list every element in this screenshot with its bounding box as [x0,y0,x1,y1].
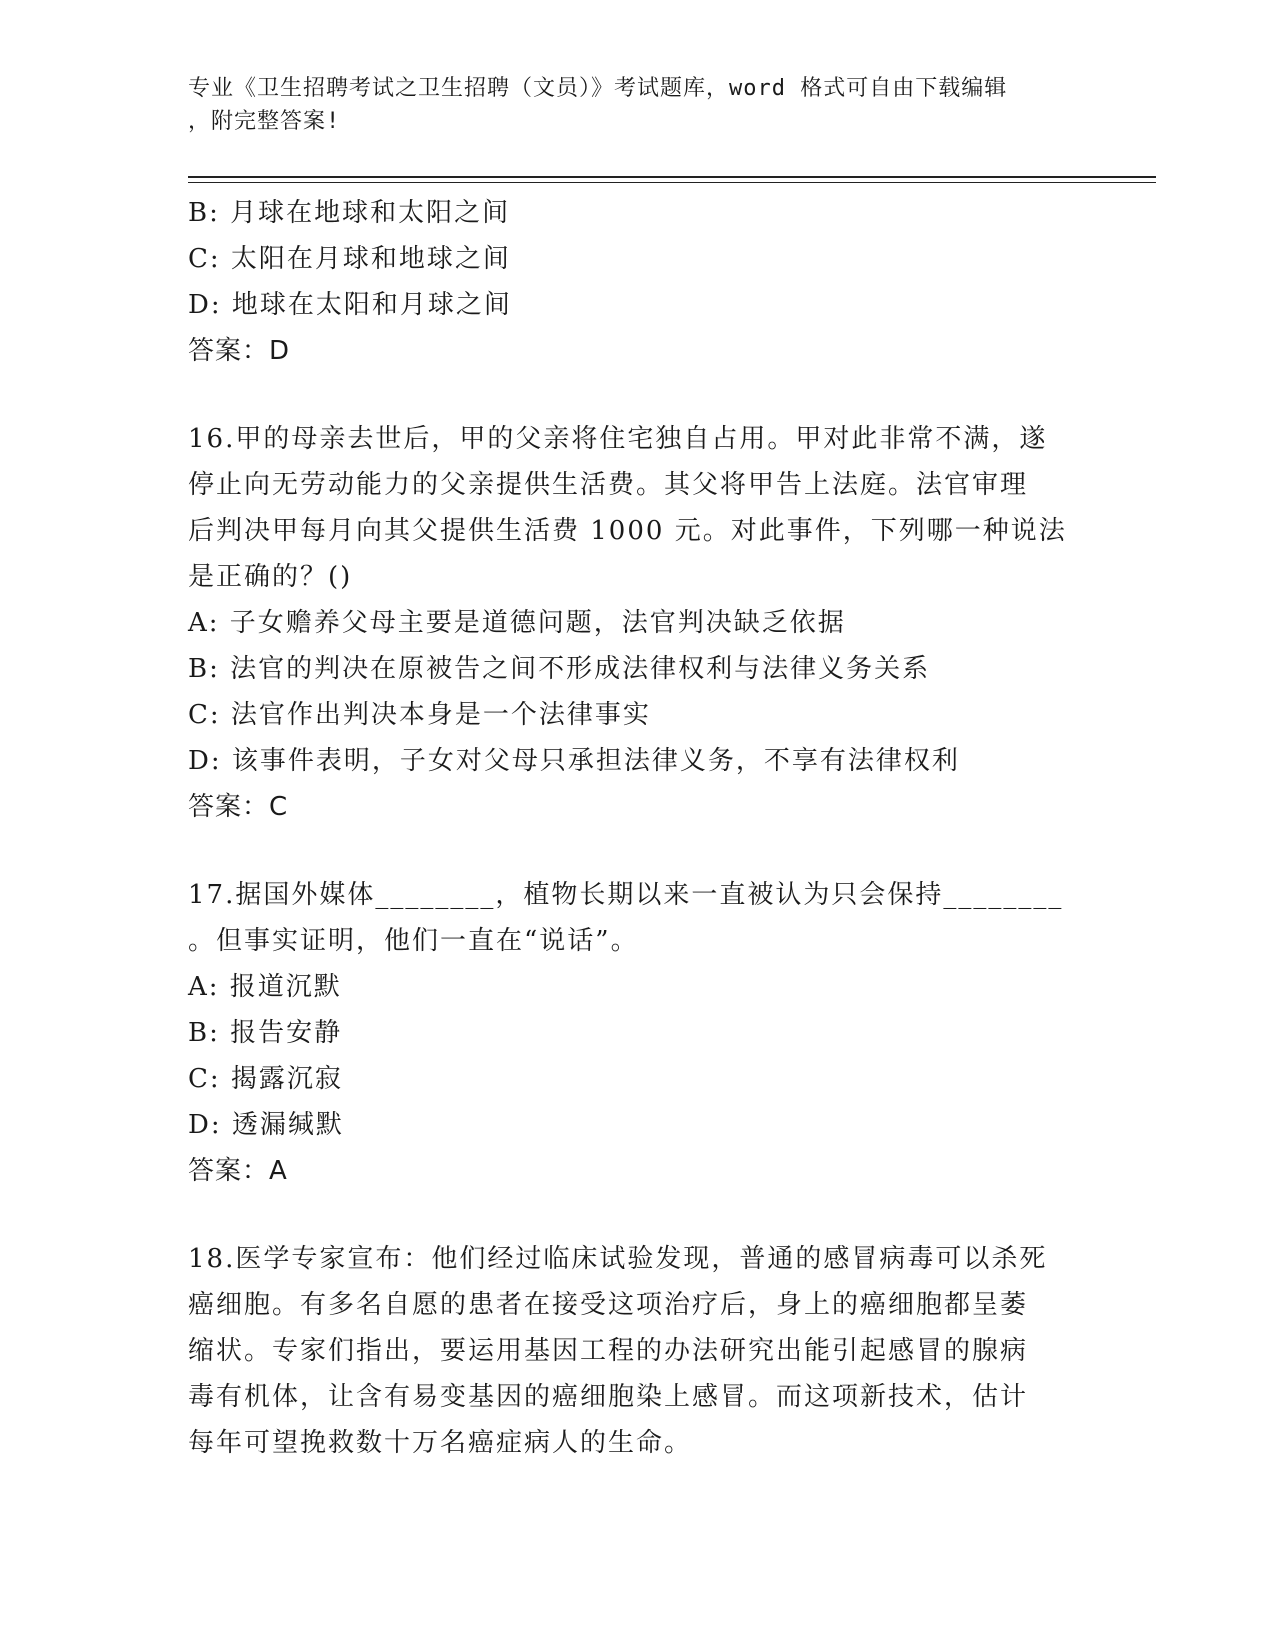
option-a: A: 报道沉默 [188,972,342,1002]
answer: 答案：C [188,792,289,822]
question-stem-line: 缩状。专家们指出，要运用基因工程的办法研究出能引起感冒的腺病 [188,1336,1029,1366]
option-c: C: 揭露沉寂 [188,1064,343,1094]
header-divider [188,176,1156,178]
header-line-2: ，附完整答案! [188,109,341,134]
option-c: C: 法官作出判决本身是一个法律事实 [188,700,651,730]
option-b: B: 月球在地球和太阳之间 [188,198,511,228]
option-a: A: 子女赡养父母主要是道德问题，法官判决缺乏依据 [188,608,846,638]
option-b: B: 报告安静 [188,1018,343,1048]
question-stem-line: 癌细胞。有多名自愿的患者在接受这项治疗后，身上的癌细胞都呈萎 [188,1290,1029,1320]
question-17 [188,872,1088,1194]
question-stem-line: 后判决甲每月向其父提供生活费 1000 元。对此事件，下列哪一种说法 [188,516,1067,546]
question-stem-line: 。但事实证明，他们一直在“说话”。 [188,926,639,956]
question-16 [188,416,1088,830]
question-stem-line: 16.甲的母亲去世后，甲的父亲将住宅独自占用。甲对此非常不满，遂 [188,424,1048,454]
option-d: D: 该事件表明，子女对父母只承担法律义务，不享有法律权利 [188,746,960,776]
answer: 答案：A [188,1156,288,1186]
question-18 [188,1236,1088,1466]
question-15 [188,190,1088,374]
question-stem-line: 17.据国外媒体________，植物长期以来一直被认为只会保持________ [188,880,1064,910]
question-content [188,190,1088,1466]
option-b: B: 法官的判决在原被告之间不形成法律权利与法律义务关系 [188,654,931,684]
question-stem-line: 每年可望挽救数十万名癌症病人的生命。 [188,1428,693,1458]
question-stem-line: 18.医学专家宣布：他们经过临床试验发现，普通的感冒病毒可以杀死 [188,1244,1048,1274]
option-c: C: 太阳在月球和地球之间 [188,244,511,274]
question-stem-line: 是正确的？() [188,562,353,592]
header-divider-thin [188,182,1156,183]
answer: 答案：D [188,336,291,366]
question-stem-line: 毒有机体，让含有易变基因的癌细胞染上感冒。而这项新技术，估计 [188,1382,1029,1412]
question-stem-line: 停止向无劳动能力的父亲提供生活费。其父将甲告上法庭。法官审理 [188,470,1029,500]
option-d: D: 透漏缄默 [188,1110,344,1140]
option-d: D: 地球在太阳和月球之间 [188,290,512,320]
header-line-1: 专业《卫生招聘考试之卫生招聘（文员）》考试题库，word 格式可自由下载编辑 [188,76,1008,101]
document-header [188,72,1068,138]
